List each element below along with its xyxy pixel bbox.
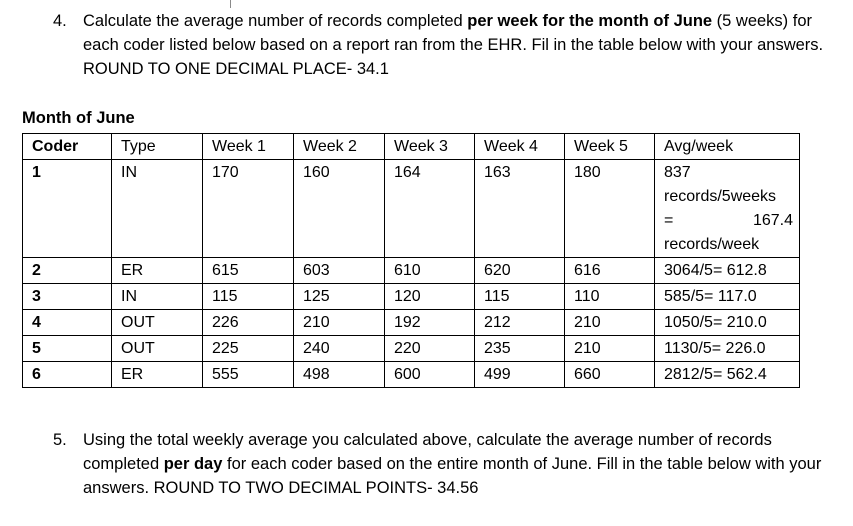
week-1-cell: 226 <box>203 310 294 336</box>
question-4-text <box>83 9 828 81</box>
week-3-cell: 192 <box>385 310 475 336</box>
week-5-cell: 110 <box>565 284 655 310</box>
avg-week-cell: 1050/5= 210.0 <box>655 310 800 336</box>
type-cell: ER <box>112 258 203 284</box>
week-4-cell: 212 <box>475 310 565 336</box>
week-1-cell: 225 <box>203 336 294 362</box>
question-5-bold-text: per day <box>163 455 223 473</box>
avg-total: 837 <box>664 164 691 181</box>
records-table <box>22 133 800 388</box>
table-row <box>23 258 800 284</box>
avg-equals-sign: = <box>664 212 674 229</box>
coder-cell: 4 <box>23 310 112 336</box>
week-2-cell: 160 <box>294 160 385 258</box>
question-5-text-end: for each coder based on the entire month of June. Fill in the table below with your answers. ROUND TO TWO DECIMAL POINTS- 34.56 <box>83 455 822 497</box>
week-2-cell: 603 <box>294 258 385 284</box>
avg-unit: records/week <box>664 236 760 253</box>
week-5-cell: 210 <box>565 310 655 336</box>
week-5-cell: 660 <box>565 362 655 388</box>
header-type: Type <box>112 134 203 160</box>
avg-result: 167.4 <box>752 212 793 229</box>
table-header-row <box>23 134 800 160</box>
week-4-cell: 620 <box>475 258 565 284</box>
week-3-cell: 600 <box>385 362 475 388</box>
avg-week-cell: 585/5= 117.0 <box>655 284 800 310</box>
question-4-bold-text: per week for the month of June <box>467 12 713 30</box>
question-4-text-end: (5 weeks) for each coder listed below based on a report ran from the EHR. Fil in the table below with your answers. ROUND TO ONE DECIMAL PLACE- 34.1 <box>83 12 824 78</box>
avg-divisor: records/5weeks <box>664 188 777 205</box>
week-5-cell: 210 <box>565 336 655 362</box>
table-row <box>23 310 800 336</box>
type-cell: IN <box>112 160 203 258</box>
week-4-cell: 163 <box>475 160 565 258</box>
header-week-5: Week 5 <box>565 134 655 160</box>
question-4-text-start: Calculate the average number of records completed <box>83 12 468 30</box>
header-week-3: Week 3 <box>385 134 475 160</box>
header-week-1: Week 1 <box>203 134 294 160</box>
week-5-cell: 180 <box>565 160 655 258</box>
week-3-cell: 610 <box>385 258 475 284</box>
week-4-cell: 235 <box>475 336 565 362</box>
table-row <box>23 160 800 258</box>
header-week-4: Week 4 <box>475 134 565 160</box>
avg-week-cell <box>655 160 800 258</box>
text-cursor-mark <box>230 0 231 8</box>
week-2-cell: 210 <box>294 310 385 336</box>
week-4-cell: 115 <box>475 284 565 310</box>
week-3-cell: 164 <box>385 160 475 258</box>
week-1-cell: 115 <box>203 284 294 310</box>
table-caption: Month of June <box>22 109 135 127</box>
coder-cell: 1 <box>23 160 112 258</box>
type-cell: IN <box>112 284 203 310</box>
coder-cell: 3 <box>23 284 112 310</box>
avg-week-cell: 1130/5= 226.0 <box>655 336 800 362</box>
table-row <box>23 336 800 362</box>
question-4-number: 4. <box>53 12 67 30</box>
week-2-cell: 125 <box>294 284 385 310</box>
header-week-2: Week 2 <box>294 134 385 160</box>
table-row <box>23 284 800 310</box>
table-row <box>23 362 800 388</box>
question-5-text-start: Using the total weekly average you calculated above, calculate the average number of records completed <box>83 431 772 473</box>
type-cell: ER <box>112 362 203 388</box>
week-5-cell: 616 <box>565 258 655 284</box>
week-1-cell: 555 <box>203 362 294 388</box>
coder-cell: 6 <box>23 362 112 388</box>
avg-week-cell: 2812/5= 562.4 <box>655 362 800 388</box>
avg-week-cell: 3064/5= 612.8 <box>655 258 800 284</box>
week-4-cell: 499 <box>475 362 565 388</box>
week-2-cell: 498 <box>294 362 385 388</box>
coder-cell: 2 <box>23 258 112 284</box>
header-avg-week: Avg/week <box>655 134 800 160</box>
week-1-cell: 615 <box>203 258 294 284</box>
type-cell: OUT <box>112 336 203 362</box>
avg-equation <box>664 209 793 233</box>
week-3-cell: 120 <box>385 284 475 310</box>
header-coder: Coder <box>23 134 112 160</box>
coder-cell: 5 <box>23 336 112 362</box>
question-5-text <box>83 428 851 500</box>
week-1-cell: 170 <box>203 160 294 258</box>
type-cell: OUT <box>112 310 203 336</box>
week-3-cell: 220 <box>385 336 475 362</box>
question-5-number: 5. <box>53 431 67 449</box>
week-2-cell: 240 <box>294 336 385 362</box>
